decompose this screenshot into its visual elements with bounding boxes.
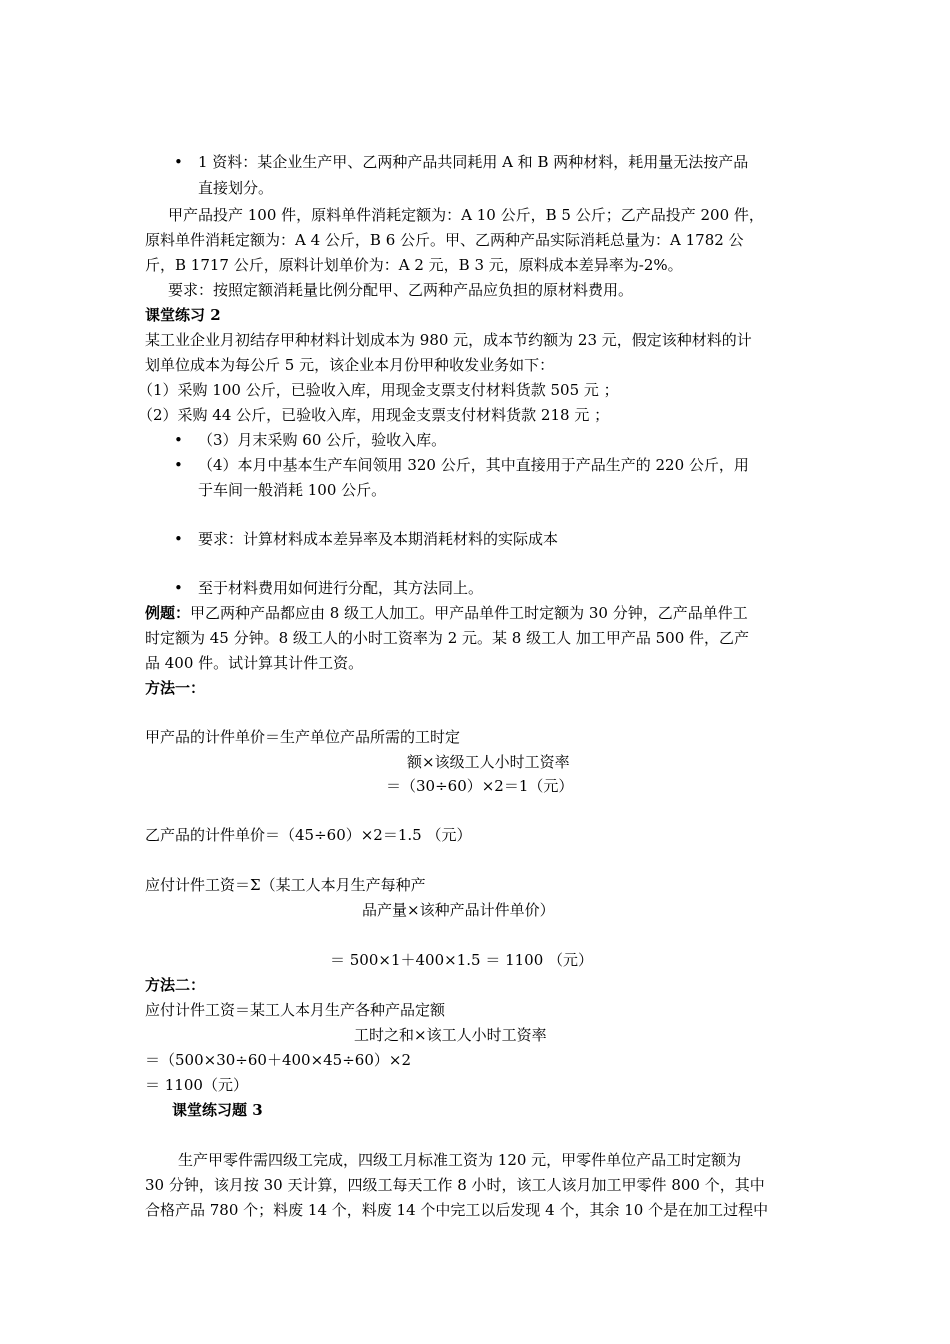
text-line: 要求：计算材料成本差异率及本期消耗材料的实际成本 (198, 530, 559, 548)
text-line: 于车间一般消耗 100 公斤。 (198, 481, 387, 499)
text-line: （1）采购 100 公斤，已验收入库，用现金支票支付材料货款 505 元 ； (138, 381, 619, 399)
text-line: 要求：按照定额消耗量比例分配甲、乙两种产品应负担的原材料费用。 (168, 281, 634, 299)
text-line: 原料单件消耗定额为：A 4 公斤，B 6 公斤。甲、乙两种产品实际消耗总量为：A 1782 公 (145, 231, 744, 249)
text-line: ＝（500×30÷60＋400×45÷60）×2 (145, 1051, 411, 1069)
text-line: （4）本月中基本生产车间领用 320 公斤，其中直接用于产品生产的 220 公斤，用 (198, 456, 749, 474)
section-heading: 课堂练习 2 (145, 306, 221, 324)
text-line: 品 400 件。试计算其计件工资。 (145, 654, 364, 672)
bullet-marker: • (174, 530, 183, 548)
text-line: 划单位成本为每公斤 5 元，该企业本月份甲种收发业务如下： (145, 356, 555, 374)
text-line: 生产甲零件需四级工完成，四级工月标准工资为 120 元，甲零件单位产品工时定额为 (178, 1151, 742, 1169)
text-line: ＝（30÷60）×2＝1（元） (386, 777, 574, 795)
text-line: 品产量×该种产品计件单价） (362, 901, 555, 919)
text-line: ＝ 500×1＋400×1.5 ＝ 1100 （元） (330, 951, 594, 969)
text-line: （2）采购 44 公斤，已验收入库，用现金支票支付材料货款 218 元 ； (138, 406, 610, 424)
section-heading: 方法一： (145, 679, 206, 697)
bullet-marker: • (174, 579, 183, 597)
text-line: 至于材料费用如何进行分配，其方法同上。 (198, 579, 484, 597)
example-label: 例题： (145, 604, 191, 622)
text-line: 合格产品 780 个；料废 14 个，料废 14 个中完工以后发现 4 个，其余 10 个是在加工过程中 (145, 1201, 769, 1219)
text-line: 斤，B 1717 公斤，原料计划单价为：A 2 元，B 3 元，原料成本差异率为-2%。 (145, 256, 683, 274)
text-line: 应付计件工资＝Σ（某工人本月生产每种产 (145, 876, 426, 894)
text-line: 某工业企业月初结存甲种材料计划成本为 980 元，成本节约额为 23 元，假定该种材料的计 (145, 331, 752, 349)
text-line: 额×该级工人小时工资率 (407, 753, 570, 771)
text-line: 时定额为 45 分钟。8 级工人的小时工资率为 2 元。某 8 级工人 加工甲产品 500 件，乙产 (145, 629, 750, 647)
section-heading: 方法二： (145, 976, 206, 994)
text-line: 甲产品投产 100 件，原料单件消耗定额为：A 10 公斤，B 5 公斤；乙产品投产 200 件， (168, 206, 764, 224)
text-line: ＝ 1100（元） (145, 1076, 248, 1094)
text-line: 30 分钟，该月按 30 天计算，四级工每天工作 8 小时，该工人该月加工甲零件 800 个，其中 (145, 1176, 765, 1194)
bullet-marker: • (174, 456, 183, 474)
text-line: 1 资料：某企业生产甲、乙两种产品共同耗用 A 和 B 两种材料，耗用量无法按产品 (198, 153, 749, 171)
text-line: 直接划分。 (198, 179, 274, 197)
text-line: （3）月末采购 60 公斤，验收入库。 (198, 431, 447, 449)
text-line (145, 603, 748, 623)
text-line: 应付计件工资＝某工人本月生产各种产品定额 (145, 1001, 446, 1019)
section-heading: 课堂练习题 3 (172, 1101, 263, 1119)
text-line: 乙产品的计件单价＝（45÷60）×2＝1.5 （元） (145, 826, 472, 844)
bullet-marker: • (174, 431, 183, 449)
bullet-marker: • (174, 153, 183, 171)
text-line: 甲产品的计件单价＝生产单位产品所需的工时定 (145, 728, 461, 746)
text-line: 工时之和×该工人小时工资率 (354, 1026, 547, 1044)
example-text: 甲乙两种产品都应由 8 级工人加工。甲产品单件工时定额为 30 分钟，乙产品单件工 (190, 604, 748, 622)
